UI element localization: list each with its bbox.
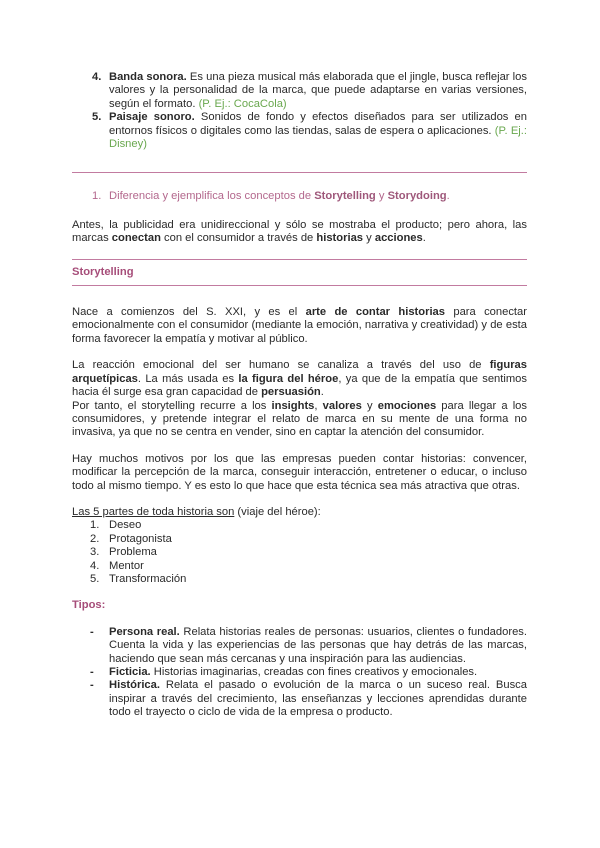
list-number: 4. — [90, 559, 100, 572]
list-item-label: Protagonista — [109, 532, 172, 545]
intro-list — [72, 71, 527, 151]
bold-text: figuras arquetípicas — [72, 359, 527, 385]
text: . La más usada es — [137, 372, 239, 385]
list-dash: - — [90, 625, 94, 638]
list-number: 3. — [90, 546, 100, 559]
section-title: Storytelling — [72, 265, 134, 278]
list-number: 1. — [90, 519, 100, 532]
text: Antes, la publicidad era unidireccional y sólo se mostraba el producto; pero ahora, las marcas — [72, 218, 527, 245]
parts-heading — [72, 506, 527, 519]
bold-text: persuasión — [261, 386, 321, 399]
parts-heading-rest: (viaje del héroe): — [234, 505, 321, 518]
text: Nace a comienzos del S. XXI, y es el — [72, 306, 306, 319]
document-page — [72, 71, 527, 720]
list-item-text: Sonidos de fondo y efectos diseñados para ser utilizados en entornos físicos o digitales como las tiendas, salas de espera o aplicaciones. — [109, 111, 527, 137]
text: . — [422, 232, 426, 245]
list-item-title: Ficticia. — [109, 666, 151, 678]
list-number: 2. — [90, 532, 100, 545]
list-item-example: (P. Ej.: CocaCola) — [198, 97, 287, 110]
bold-text: insights — [271, 399, 315, 412]
bold-text: historias — [316, 232, 364, 245]
text: La reacción emocional del ser humano se canaliza a través del uso de — [72, 359, 490, 372]
list-item — [72, 111, 527, 151]
list-item-label: Mentor — [109, 559, 144, 572]
list-number: 4. — [92, 71, 102, 83]
question-number: 1. — [92, 190, 102, 203]
list-item — [72, 666, 527, 679]
question-connector: y — [375, 190, 388, 203]
question-term-storytelling: Storytelling — [314, 190, 376, 203]
bold-text: emociones — [377, 399, 437, 412]
list-item-title: Persona real. — [109, 625, 180, 638]
question-end: . — [446, 190, 450, 203]
tipos-title: Tipos: — [72, 599, 106, 612]
list-item-example: (P. Ej.: Disney) — [109, 124, 527, 151]
list-number: 5. — [92, 111, 102, 124]
paragraph-origin — [72, 306, 527, 346]
text: , — [314, 399, 323, 412]
text: y — [363, 232, 375, 245]
list-item-label: Problema — [109, 546, 157, 559]
list-item-label: Deseo — [109, 519, 142, 532]
list-item-title: Paisaje sonoro. — [109, 111, 195, 124]
list-item-title: Banda sonora. — [109, 71, 187, 83]
text: . — [320, 386, 324, 399]
text: con el consumidor a través de — [160, 232, 317, 245]
list-item-label: Transformación — [109, 572, 187, 585]
parts-heading-underlined: Las 5 partes de toda historia son — [72, 505, 235, 518]
list-item — [72, 533, 527, 546]
paragraph-motives: Hay muchos motivos por los que las empresas pueden contar historias: convencer, modificar la percepción de la marca, conseguir interacción, entretener o educar, o incluso todo al mismo tiempo. Y es esto lo que hace que esta técnica sea más atractiva que otras. — [72, 452, 527, 492]
bold-text: acciones — [374, 232, 423, 245]
question-heading — [72, 190, 527, 203]
text: para llegar a los consumidores, y pretende integrar el relato de marca en su mente de una forma no invasiva, ya que no se centra en vender, sino en captar la atención del consumidor. — [72, 399, 527, 439]
bold-text: valores — [322, 399, 362, 412]
paragraph-insights — [72, 400, 527, 440]
text: y — [361, 399, 378, 412]
list-item — [72, 626, 527, 666]
list-item — [72, 573, 527, 586]
list-item-text: Relata el pasado o evolución de la marca o un suceso real. Busca inspirar a través del crecimiento, las enseñanzas y lecciones aprendidas durante todo el trayecto o ciclo de vida de la empresa o producto. — [109, 679, 527, 719]
list-item-title: Histórica. — [109, 679, 160, 692]
list-number: 5. — [90, 572, 100, 585]
list-item — [72, 546, 527, 559]
list-item-text: Relata historias reales de personas: usuarios, clientes o fundadores. Cuenta la vida y las experiencias de las personas que hay detrás de las marcas, haciendo que sean más cercanas y una inspiración para las audiencias. — [109, 625, 527, 665]
list-item — [72, 519, 527, 532]
text: Por tanto, el storytelling recurre a los — [72, 399, 272, 412]
bold-text: la figura del héroe — [238, 372, 339, 385]
list-item — [72, 679, 527, 719]
paragraph-archetypes — [72, 359, 527, 399]
bold-text: arte de contar historias — [305, 306, 446, 319]
list-dash: - — [90, 666, 94, 678]
text: para conectar emocionalmente con el consumidor (mediante la emoción, narrativa y creatividad) y de esta forma favorecer la empatía y motivar al público. — [72, 306, 527, 345]
list-item-text: Historias imaginarias, creadas con fines creativos y emocionales. — [150, 666, 478, 678]
question-text: Diferencia y ejemplifica los conceptos de — [109, 190, 315, 203]
parts-list — [72, 519, 527, 586]
bold-text: conectan — [111, 232, 161, 245]
text: , ya que de la empatía que sentimos hacia él surge esa gran capacidad de — [72, 372, 527, 399]
question-term-storydoing: Storydoing — [387, 190, 447, 203]
answer-intro — [72, 219, 527, 246]
list-item — [72, 71, 527, 111]
list-item-text: Es una pieza musical más elaborada que el jingle, busca reflejar los valores y la personalidad de la marca, que puede adaptarse en varias versiones, según el formato. — [109, 71, 527, 110]
list-dash: - — [90, 679, 94, 692]
list-item — [72, 560, 527, 573]
tipos-list — [72, 626, 527, 720]
